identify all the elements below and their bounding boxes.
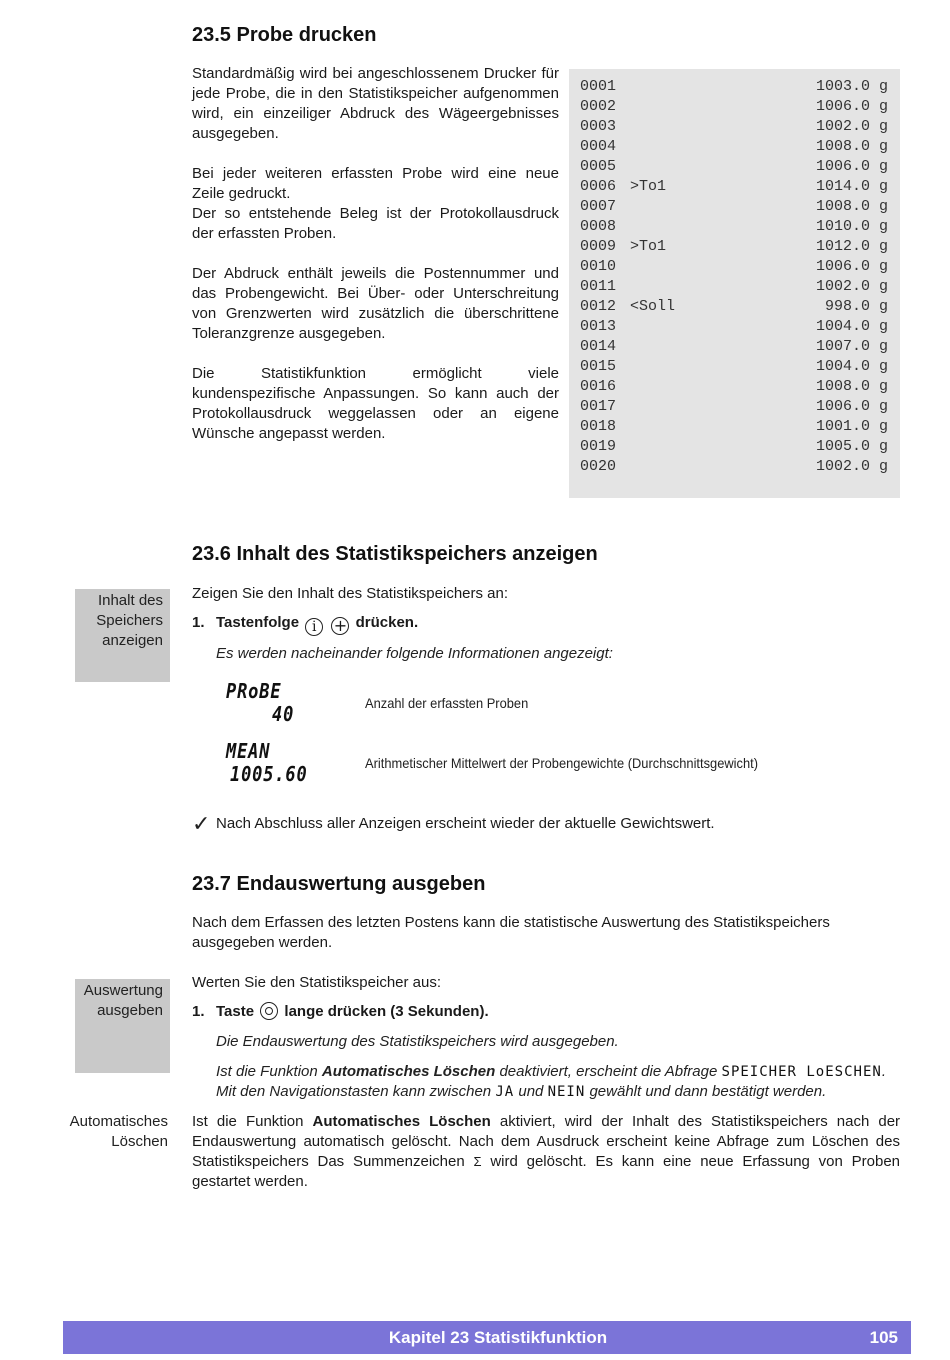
printout-val: 1002.0 g	[815, 458, 888, 475]
printout-num: 0009	[580, 238, 617, 255]
printout-row	[580, 417, 888, 437]
sec237-italic-2: Ist die Funktion Automatisches Löschen deaktiviert, erscheint die Abfrage SPEICHER LoESCHEN.	[216, 1063, 886, 1080]
printout-row	[580, 457, 888, 477]
printout-val: 1006.0 g	[815, 158, 888, 175]
sec236-intro: Zeigen Sie den Inhalt des Statistikspeichers an:	[192, 585, 509, 602]
lcd-mean-desc: Arithmetischer Mittelwert der Probengewichte (Durchschnittsgewicht)	[365, 755, 758, 771]
lcd-probe-desc: Anzahl der erfassten Proben	[365, 695, 529, 711]
printout-row	[580, 437, 888, 457]
sec237-eval-intro: Werten Sie den Statistikspeicher aus:	[192, 974, 442, 991]
printout-val: 1002.0 g	[815, 118, 888, 135]
sec236-italic: Es werden nacheinander folgende Informationen angezeigt:	[216, 645, 613, 662]
page-footer	[63, 1321, 911, 1354]
printout-val: 1008.0 g	[815, 378, 888, 395]
printout-val: 1006.0 g	[815, 98, 888, 115]
printout-val: 1004.0 g	[815, 318, 888, 335]
side-label-inhalt: Inhalt des Speichers anzeigen	[75, 589, 170, 682]
plus-key-icon: +	[331, 617, 349, 635]
info-key-icon: i	[305, 618, 323, 636]
printout-num: 0001	[580, 78, 617, 95]
printout-row	[580, 97, 888, 117]
section-title-23-5: 23.5 Probe drucken	[192, 24, 377, 46]
printout-row	[580, 77, 888, 97]
section-title-23-7: 23.7 Endauswertung ausgeben	[192, 873, 486, 895]
printout-num: 0011	[580, 278, 617, 295]
printout-val: 1006.0 g	[815, 398, 888, 415]
printout-num: 0010	[580, 258, 617, 275]
sec237-italic-1: Die Endauswertung des Statistikspeichers wird ausgegeben.	[216, 1033, 619, 1050]
printout-row	[580, 397, 888, 417]
printout-num: 0007	[580, 198, 617, 215]
printout-row	[580, 157, 888, 177]
printout-num: 0005	[580, 158, 617, 175]
printout-num: 0004	[580, 138, 617, 155]
paragraph: Die Statistikfunktion ermöglicht viele kundenspezifische Anpassungen. So kann auch der Protokollausdruck weggelassen oder an eigene Wünsche angepasst werden.	[192, 365, 559, 442]
printout-row	[580, 377, 888, 397]
printout-row	[580, 237, 888, 257]
paragraph: Bei jeder weiteren erfassten Probe wird eine neue Zeile gedruckt. Der so entstehende Beleg ist der Protokollausdruck der erfassten Proben.	[192, 165, 559, 242]
printout-num: 0008	[580, 218, 617, 235]
lcd-ja: JA	[495, 1084, 515, 1100]
printout-val: 1005.0 g	[815, 438, 888, 455]
lcd-speicher-loeschen: SPEICHER LoESCHEN	[721, 1064, 882, 1080]
printout-row	[580, 297, 888, 317]
printout-example	[569, 69, 900, 498]
printout-row	[580, 197, 888, 217]
printout-row	[580, 357, 888, 377]
printout-row	[580, 277, 888, 297]
printout-val: 998.0 g	[824, 298, 888, 315]
lcd-mean-label: MEAN	[226, 739, 271, 763]
printout-num: 0015	[580, 358, 617, 375]
printout-row	[580, 337, 888, 357]
printout-val: 1002.0 g	[815, 278, 888, 295]
footer-chapter: Kapitel 23 Statistikfunktion	[388, 1328, 608, 1347]
checkmark-icon: ✓	[192, 811, 211, 836]
sec237-intro: Nach dem Erfassen des letzten Postens kann die statistische Auswertung des Statistikspeichers ausgegeben werden.	[192, 914, 830, 951]
printout-val: 1008.0 g	[815, 138, 888, 155]
sec237-step-1: 1. Taste lange drücken (3 Sekunden).	[192, 1003, 489, 1020]
sec237-italic-3: Mit den Navigationstasten kann zwischen JA und NEIN gewählt und dann bestätigt werden.	[216, 1083, 827, 1100]
printout-val: 1003.0 g	[815, 78, 888, 95]
printout-row	[580, 117, 888, 137]
printout-val: 1001.0 g	[815, 418, 888, 435]
printout-row	[580, 217, 888, 237]
lcd-probe-label: PRoBE	[226, 679, 282, 703]
printout-num: 0002	[580, 98, 617, 115]
section-title-23-6: 23.6 Inhalt des Statistikspeichers anzeigen	[192, 543, 598, 565]
printout-num: 0018	[580, 418, 617, 435]
printout-val: 1014.0 g	[815, 178, 888, 195]
printout-num: 0017	[580, 398, 617, 415]
printout-num: 0020	[580, 458, 617, 475]
printout-val: 1007.0 g	[815, 338, 888, 355]
lcd-nein: NEIN	[547, 1084, 586, 1100]
printout-row	[580, 257, 888, 277]
printout-num: 0012	[580, 298, 617, 315]
printout-num: 0013	[580, 318, 617, 335]
printout-num: 0016	[580, 378, 617, 395]
printout-flag: <Soll	[630, 298, 676, 315]
printout-val: 1006.0 g	[815, 258, 888, 275]
printout-row	[580, 317, 888, 337]
sec237-auto-text: Ist die Funktion Automatisches Löschen aktiviert, wird der Inhalt des Statistikspeichers nach der Endauswertung automatisch gelöscht. Nach dem Ausdruck erscheint keine Abfrage zum Löschen des Statistikspeichers Das Summenzeichen Σ wird gelöscht. Es kann eine neue Erfassung von Proben gestartet werden.	[192, 1113, 901, 1190]
printout-val: 1012.0 g	[815, 238, 888, 255]
print-key-icon	[260, 1002, 278, 1020]
printout-flag: >To1	[630, 238, 667, 255]
lcd-mean-value: 1005.60	[230, 762, 308, 786]
section-23-5-text	[192, 64, 559, 444]
paragraph: Standardmäßig wird bei angeschlossenem Drucker für jede Probe, die in den Statistikspeicher aufgenommen wird, ein einzeiliger Abdruck des Wägeergebnisses ausgegeben.	[192, 65, 559, 142]
printout-val: 1004.0 g	[815, 358, 888, 375]
sec236-step-1: 1. Tastenfolge i + drücken.	[192, 614, 419, 635]
side-label-automatisches-loeschen: Automatisches Löschen	[69, 1113, 168, 1150]
printout-num: 0003	[580, 118, 617, 135]
printout-num: 0019	[580, 438, 617, 455]
printout-num: 0006	[580, 178, 617, 195]
printout-num: 0014	[580, 338, 617, 355]
sec236-result: Nach Abschluss aller Anzeigen erscheint wieder der aktuelle Gewichtswert.	[216, 815, 715, 832]
side-label-auswertung: Auswertung ausgeben	[75, 979, 170, 1073]
printout-val: 1010.0 g	[815, 218, 888, 235]
page-number: 105	[869, 1328, 898, 1347]
printout-row	[580, 177, 888, 197]
printout-val: 1008.0 g	[815, 198, 888, 215]
lcd-probe-count: 40	[272, 702, 295, 726]
sigma-symbol: Σ	[473, 1154, 482, 1169]
paragraph: Der Abdruck enthält jeweils die Postennummer und das Probengewicht. Bei Über- oder Unterschreitung von Grenzwerten wird zusätzlich die überschrittene Toleranzgrenze ausgegeben.	[192, 265, 559, 342]
printout-row	[580, 137, 888, 157]
printout-flag: >To1	[630, 178, 667, 195]
